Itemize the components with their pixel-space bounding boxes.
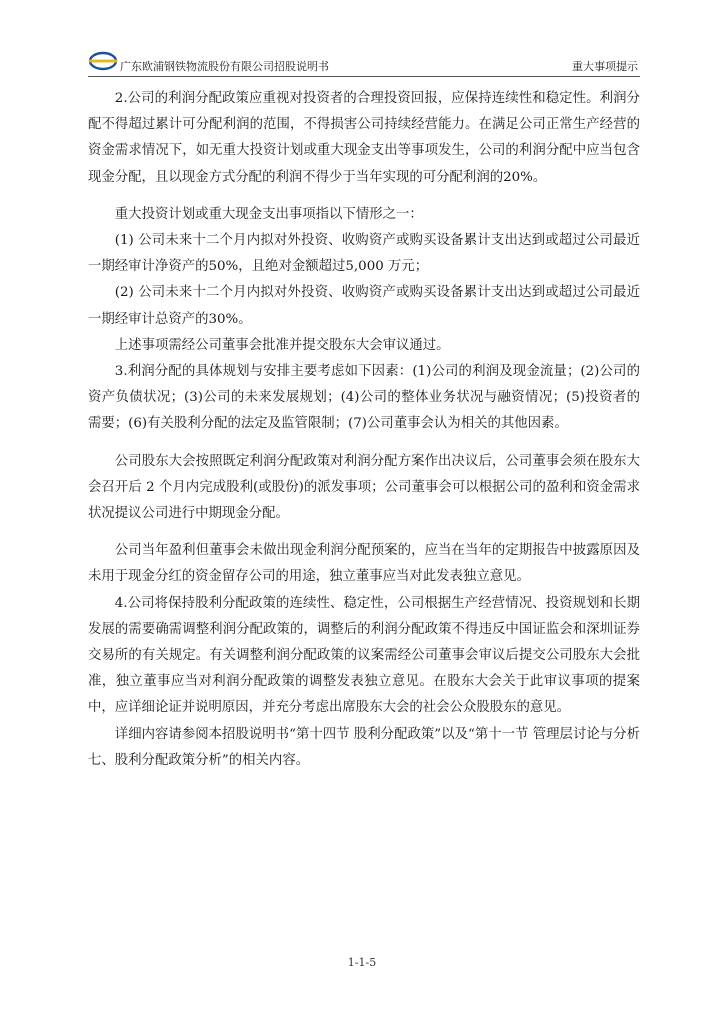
header-divider	[88, 76, 640, 77]
paragraph-distribution-timing: 公司股东大会按照既定利润分配政策对利润分配方案作出决议后，公司董事会须在股东大会召开后 2 个月内完成股利(或股份)的派发事项；公司董事会可以根据公司的盈利和资金需求状况提议公司进行中期现金分配。	[88, 453, 640, 522]
paragraph-item-2: (2) 公司未来十二个月内拟对外投资、收购资产或购买设备累计支出达到或超过公司最近一期经审计总资产的30%。	[88, 285, 640, 327]
paragraph-no-cash-dividend: 公司当年盈利但董事会未做出现金利润分配预案的，应当在当年的定期报告中披露原因及未用于现金分红的资金留存公司的用途，独立董事应当对此发表独立意见。	[88, 543, 640, 585]
paragraph-approval: 上述事项需经公司董事会批准并提交股东大会审议通过。	[114, 337, 450, 353]
paragraph-reference: 详细内容请参阅本招股说明书“第十四节 股利分配政策”以及“第十一节 管理层讨论与分析 七、股利分配政策分析”的相关内容。	[88, 726, 640, 768]
paragraph-policy-adjustment: 4.公司将保持股利分配政策的连续性、稳定性，公司根据生产经营情况、投资规划和长期发展的需要确需调整利润分配政策的，调整后的利润分配政策不得违反中国证监会和深圳证券交易所的有关规定。有关调整利润分配政策的议案需经公司董事会审议后提交公司股东大会批准，独立董事应当对利润分配政策的调整发表独立意见。在股东大会关于此审议事项的提案中，应详细论证并说明原因，并充分考虑出席股东大会的社会公众股股东的意见。	[88, 595, 640, 716]
paragraph-item-1: (1) 公司未来十二个月内拟对外投资、收购资产或购买设备累计支出达到或超过公司最近一期经审计净资产的50%，且绝对金额超过5,000 万元；	[88, 233, 640, 275]
page-number: 1-1-5	[347, 956, 377, 969]
paragraph-major-investment-def: 重大投资计划或重大现金支出事项指以下情形之一：	[114, 206, 423, 222]
company-logo-icon	[88, 50, 118, 72]
page-header	[88, 50, 638, 76]
paragraph-factors: 3.利润分配的具体规划与安排主要考虑如下因素：(1)公司的利润及现金流量；(2)公司的资产负债状况；(3)公司的未来发展规划；(4)公司的整体业务状况与融资情况；(5)投资者的需要；(6)有关股利分配的法定及监管限制；(7)公司董事会认为相关的其他因素。	[88, 364, 640, 432]
document-title: 广东欧浦钢铁物流股份有限公司招股说明书	[120, 60, 329, 73]
paragraph-policy-principles: 2.公司的利润分配政策应重视对投资者的合理投资回报，应保持连续性和稳定性。利润分配不得超过累计可分配利润的范围，不得损害公司持续经营能力。在满足公司正常生产经营的资金需求情况下，如无重大投资计划或重大现金支出等事项发生，公司的利润分配中应当包含现金分配，且以现金方式分配的利润不得少于当年实现的可分配利润的20%。	[88, 91, 640, 185]
section-title: 重大事项提示	[572, 60, 638, 73]
body-text	[88, 86, 640, 774]
